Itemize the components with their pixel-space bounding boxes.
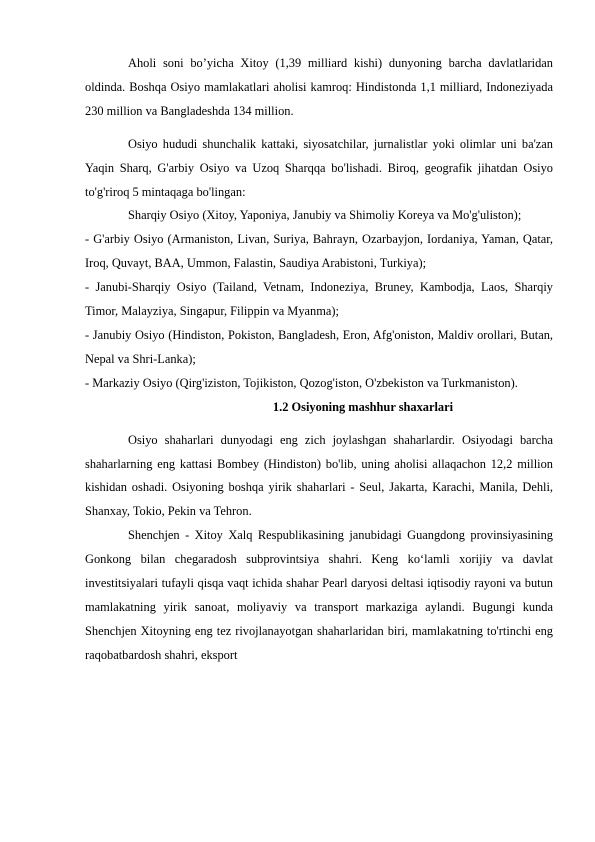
- region-south-asia: - Janubiy Osiyo (Hindiston, Pokiston, Bangladesh, Eron, Afg'oniston, Maldiv orollari, Butan, Nepal va Shri-Lanka);: [85, 327, 553, 366]
- paragraph-asia-regions-intro: Osiyo hududi shunchalik kattaki, siyosatchilar, jurnalistlar yoki olimlar uni ba'zan Yaqin Sharq, G'arbiy Osiyo va Uzoq Sharqqa bo'lishadi. Biroq, geografik jihatdan Osiyo to'g'riroq 5 mintaqaga bo'lingan:: [85, 136, 553, 199]
- paragraph-shenzhen: Shenchjen - Xitoy Xalq Respublikasining janubidagi Guangdong provinsiyasining Gonkong bilan chegaradosh subprovintsiya shahri. Keng ko‘lamli xorijiy va davlat investitsiyalari tufayli qisqa vaqt ichida shahar Pearl daryosi deltasi iqtisodiy rayoni va butun mamlakatning yirik sanoat, moliyaviy va transport markaziga aylandi. Bugungi kunda Shenchjen Xitoyning eng tez rivojlanayotgan shaharlaridan biri, mamlakatning to'rtinchi eng raqobatbardosh shahri, eksport: [85, 528, 553, 662]
- region-west-asia: - G'arbiy Osiyo (Armaniston, Livan, Suriya, Bahrayn, Ozarbayjon, Iordaniya, Yaman, Qatar, Iroq, Quvayt, BAA, Ummon, Falastin, Saudiya Arabistoni, Turkiya);: [85, 232, 553, 271]
- regions-list: [85, 204, 553, 395]
- region-central-asia: - Markaziy Osiyo (Qirg'iziston, Tojikiston, Qozog'iston, O'zbekiston va Turkmaniston).: [85, 375, 518, 390]
- region-southeast-asia: - Janubi-Sharqiy Osiyo (Tailand, Vetnam, Indoneziya, Bruney, Kambodja, Laos, Sharqiy Timor, Malayziya, Singapur, Filippin va Myanma);: [85, 280, 553, 319]
- document-page: [85, 52, 553, 668]
- region-east-asia: Sharqiy Osiyo (Xitoy, Yaponiya, Janubiy va Shimoliy Koreya va Mo'g'uliston);: [128, 208, 522, 223]
- paragraph-population: Aholi soni bo’yicha Xitoy (1,39 milliard kishi) dunyoning barcha davlatlaridan oldinda. Boshqa Osiyo mamlakatlari aholisi kamroq: Hindistonda 1,1 milliard, Indoneziyada 230 million va Bangladeshda 134 million.: [85, 56, 553, 118]
- section-heading: 1.2 Osiyoning mashhur shaxarlari: [272, 399, 454, 414]
- paragraph-asian-cities: Osiyo shaharlari dunyodagi eng zich joylashgan shaharlardir. Osiyodagi barcha shaharlarning eng kattasi Bombey (Hindiston) bo'lib, uning aholisi allaqachon 12,2 million kishidan oshadi. Osiyoning boshqa yirik shaharlari - Seul, Jakarta, Karachi, Manila, Dehli, Shanxay, Tokio, Pekin va Tehron.: [85, 432, 553, 519]
